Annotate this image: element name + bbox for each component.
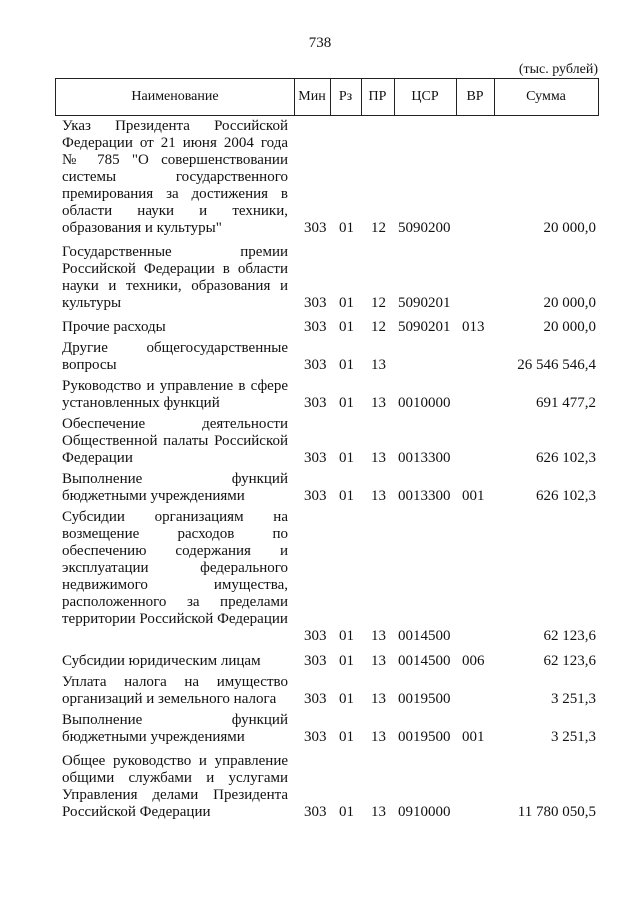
row-min: 303 xyxy=(304,450,327,466)
row-sum: 26 546 546,4 xyxy=(517,357,596,373)
row-pr: 13 xyxy=(371,628,386,644)
row-sum: 3 251,3 xyxy=(551,691,596,707)
row-name: Руководство и управление в сфере установленных функций xyxy=(62,378,288,411)
row-min: 303 xyxy=(304,395,327,411)
row-rz: 01 xyxy=(339,804,354,820)
row-rz: 01 xyxy=(339,220,354,236)
row-pr: 13 xyxy=(371,691,386,707)
row-name: Субсидии юридическим лицам xyxy=(62,653,261,669)
row-pr: 13 xyxy=(371,357,386,373)
row-min: 303 xyxy=(304,804,327,820)
row-min: 303 xyxy=(304,488,327,504)
row-pr: 13 xyxy=(371,488,386,504)
row-sum: 11 780 050,5 xyxy=(517,804,596,820)
row-min: 303 xyxy=(304,319,327,335)
row-sum: 626 102,3 xyxy=(536,488,596,504)
table-row xyxy=(0,712,640,746)
row-csr: 5090201 xyxy=(398,295,451,311)
table-row xyxy=(0,653,640,670)
row-rz: 01 xyxy=(339,729,354,745)
table-row xyxy=(0,118,640,237)
header-min: Мин xyxy=(294,79,331,115)
row-csr: 0019500 xyxy=(398,729,451,745)
row-name: Общее руководство и управление общими службами и услугами Управления делами Президента Российской Федерации xyxy=(62,753,288,820)
table-row xyxy=(0,378,640,412)
header-name: Наименование xyxy=(56,79,295,115)
row-rz: 01 xyxy=(339,653,354,669)
table-row xyxy=(0,416,640,467)
row-min: 303 xyxy=(304,220,327,236)
row-csr: 0014500 xyxy=(398,653,451,669)
row-min: 303 xyxy=(304,691,327,707)
row-pr: 13 xyxy=(371,729,386,745)
row-rz: 01 xyxy=(339,691,354,707)
row-min: 303 xyxy=(304,295,327,311)
row-rz: 01 xyxy=(339,395,354,411)
row-pr: 12 xyxy=(371,319,386,335)
row-csr: 5090200 xyxy=(398,220,451,236)
row-vr: 001 xyxy=(462,488,485,504)
table-row xyxy=(0,319,640,336)
row-sum: 20 000,0 xyxy=(543,295,596,311)
row-name: Прочие расходы xyxy=(62,319,166,335)
row-min: 303 xyxy=(304,628,327,644)
row-csr: 0013300 xyxy=(398,488,451,504)
row-csr: 0010000 xyxy=(398,395,451,411)
row-pr: 13 xyxy=(371,395,386,411)
row-pr: 13 xyxy=(371,804,386,820)
row-sum: 626 102,3 xyxy=(536,450,596,466)
row-pr: 13 xyxy=(371,450,386,466)
table-row xyxy=(0,753,640,821)
row-csr: 0014500 xyxy=(398,628,451,644)
row-vr: 013 xyxy=(462,319,485,335)
row-name: Обеспечение деятельности Общественной палаты Российской Федерации xyxy=(62,416,288,466)
row-rz: 01 xyxy=(339,450,354,466)
table-header xyxy=(55,78,599,116)
row-pr: 12 xyxy=(371,295,386,311)
units-label: (тыс. рублей) xyxy=(518,62,598,77)
row-rz: 01 xyxy=(339,357,354,373)
row-csr: 0013300 xyxy=(398,450,451,466)
row-name: Выполнение функций бюджетными учреждениями xyxy=(62,712,288,745)
table-row xyxy=(0,509,640,645)
row-sum: 62 123,6 xyxy=(543,628,596,644)
row-name: Уплата налога на имущество организаций и земельного налога xyxy=(62,674,288,707)
row-min: 303 xyxy=(304,653,327,669)
row-vr: 001 xyxy=(462,729,485,745)
row-name: Государственные премии Российской Федерации в области науки и техники, образования и культуры xyxy=(62,244,288,311)
header-csr: ЦСР xyxy=(394,79,457,115)
row-name: Выполнение функций бюджетными учреждениями xyxy=(62,471,288,504)
header-rz: Рз xyxy=(330,79,362,115)
row-sum: 691 477,2 xyxy=(536,395,596,411)
row-sum: 20 000,0 xyxy=(543,319,596,335)
header-vr: ВР xyxy=(456,79,495,115)
table-row xyxy=(0,340,640,374)
row-name: Другие общегосударственные вопросы xyxy=(62,340,288,373)
row-rz: 01 xyxy=(339,319,354,335)
row-sum: 62 123,6 xyxy=(543,653,596,669)
row-pr: 12 xyxy=(371,220,386,236)
table-row xyxy=(0,674,640,708)
row-rz: 01 xyxy=(339,295,354,311)
header-pr: ПР xyxy=(361,79,395,115)
row-min: 303 xyxy=(304,357,327,373)
row-csr: 0019500 xyxy=(398,691,451,707)
row-sum: 20 000,0 xyxy=(543,220,596,236)
page-number: 738 xyxy=(308,35,332,51)
row-sum: 3 251,3 xyxy=(551,729,596,745)
row-pr: 13 xyxy=(371,653,386,669)
table-row xyxy=(0,471,640,505)
row-csr: 0910000 xyxy=(398,804,451,820)
row-vr: 006 xyxy=(462,653,485,669)
header-sum: Сумма xyxy=(526,89,566,104)
row-min: 303 xyxy=(304,729,327,745)
row-rz: 01 xyxy=(339,628,354,644)
row-name: Субсидии организациям на возмещение расходов по обеспечению содержания и эксплуатации федерального недвижимого имущества, расположенного за пределами территории Российской Федерации xyxy=(62,509,288,627)
row-name: Указ Президента Российской Федерации от 21 июня 2004 года № 785 "О совершенствовании системы государственного премирования за достижения в области науки и техники, образования и культуры" xyxy=(62,118,288,236)
row-rz: 01 xyxy=(339,488,354,504)
table-row xyxy=(0,244,640,312)
row-csr: 5090201 xyxy=(398,319,451,335)
